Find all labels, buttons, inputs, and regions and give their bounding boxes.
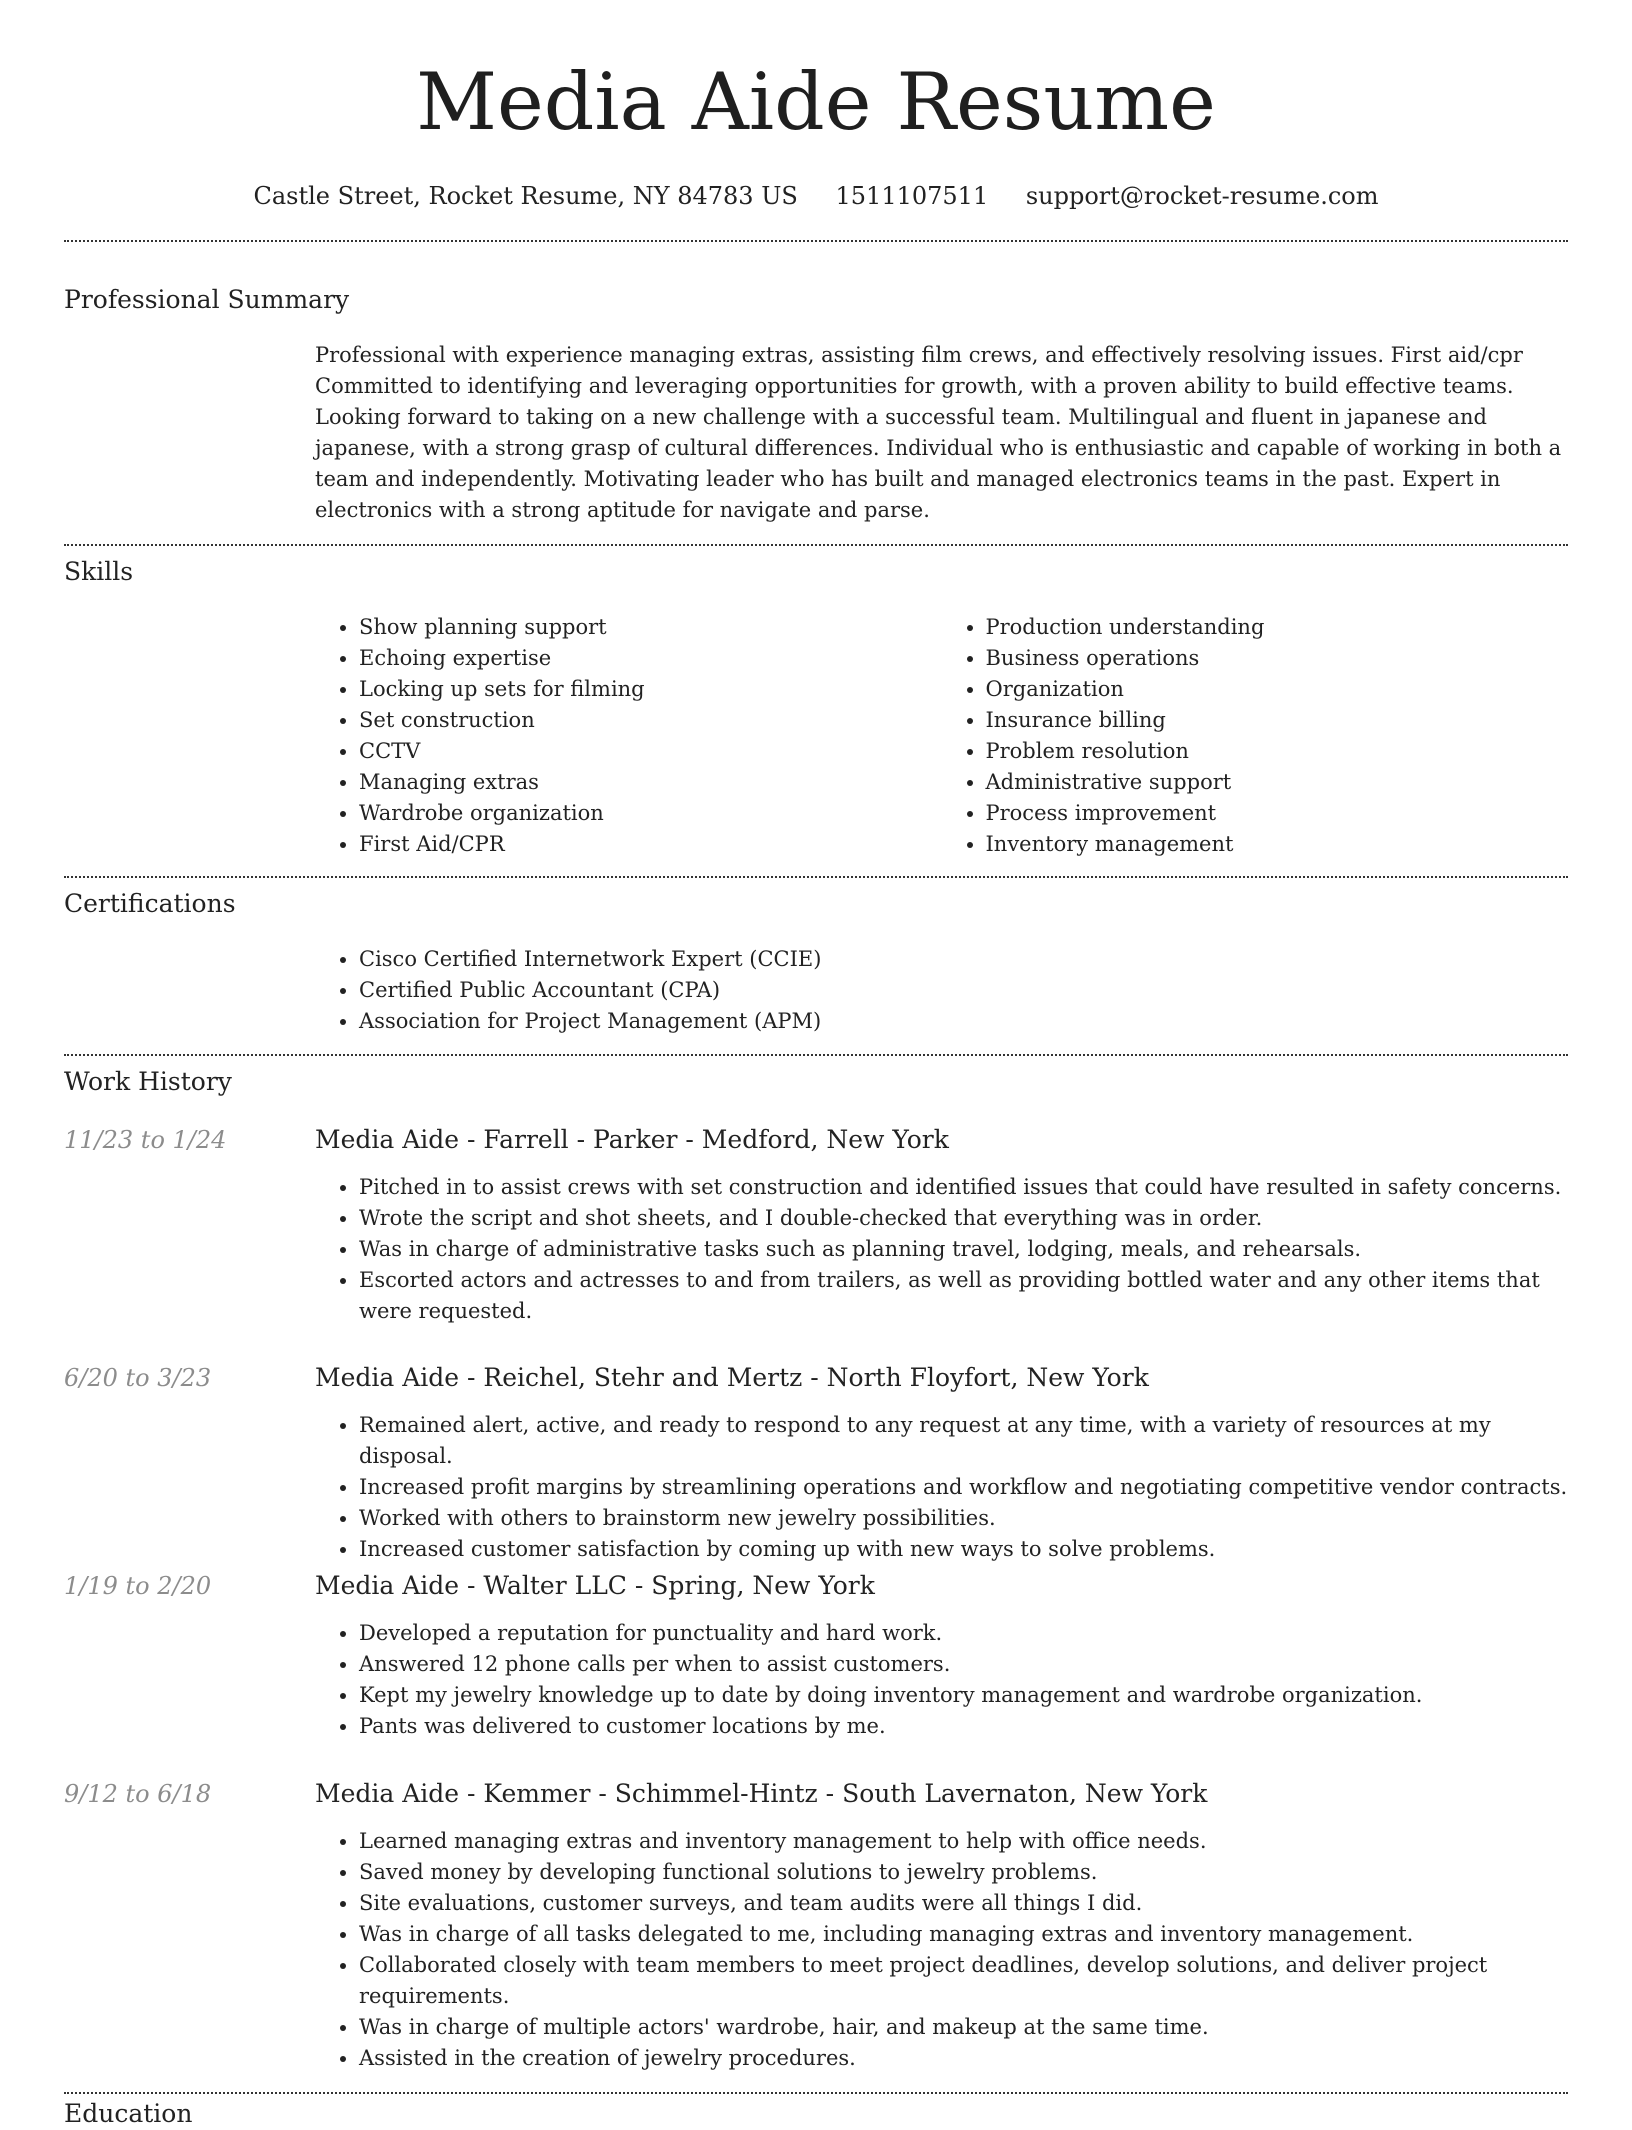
job-title: Media Aide - Kemmer - Schimmel-Hintz - South Lavernaton, New York [315, 1779, 1208, 1808]
skill-item: • Insurance billing [986, 705, 1569, 736]
job-bullet: • Answered 12 phone calls per when to assist customers. [359, 1649, 1568, 1680]
skill-item: • Organization [986, 674, 1569, 705]
job-bullet: • Escorted actors and actresses to and from trailers, as well as providing bottled water and any other items that were requested. [359, 1265, 1568, 1327]
contact-email: support@rocket-resume.com [1025, 182, 1379, 210]
job-dates: 1/19 to 2/20 [64, 1572, 212, 1600]
job-bullets [315, 1172, 1568, 1327]
candidate-name: Media Aide Resume [416, 56, 1216, 148]
certifications-block [315, 944, 1568, 1037]
skills-heading: Skills [64, 557, 134, 586]
job-bullet: • Collaborated closely with team members to meet project deadlines, develop solutions, and deliver project requirements. [359, 1950, 1568, 2012]
job-bullet: • Increased profit margins by streamlining operations and workflow and negotiating competitive vendor contracts. [359, 1472, 1568, 1503]
job-dates: 9/12 to 6/18 [64, 1780, 212, 1808]
job-bullet: • Pants was delivered to customer locations by me. [359, 1711, 1568, 1742]
job-bullet: • Assisted in the creation of jewelry procedures. [359, 2043, 1568, 2074]
job-title: Media Aide - Farrell - Parker - Medford, New York [315, 1125, 949, 1154]
section-divider [64, 544, 1568, 546]
job-bullet: • Wrote the script and shot sheets, and I double-checked that everything was in order. [359, 1203, 1568, 1234]
job-bullet: • Developed a reputation for punctuality and hard work. [359, 1618, 1568, 1649]
skill-item: • Managing extras [359, 767, 942, 798]
summary-text: Professional with experience managing extras, assisting film crews, and effectively resolving issues. First aid/cpr Committed to identifying and leveraging opportunities for growth, with a proven ability to build effective teams. Looking forward to taking on a new challenge with a successful team. Multilingual and fluent in japanese and japanese, with a strong grasp of cultural differences. Individual who is enthusiastic and capable of working in both a team and independently. Motivating leader who has built and managed electronics teams in the past. Expert in electronics with a strong aptitude for navigate and parse. [315, 343, 1562, 522]
summary-block [315, 340, 1568, 526]
job-bullets [315, 1410, 1568, 1565]
certification-item: • Association for Project Management (APM) [359, 1006, 1568, 1037]
skill-item: • Show planning support [359, 612, 942, 643]
resume-header [0, 0, 1632, 212]
skill-item: • Administrative support [986, 767, 1569, 798]
job-bullet: • Was in charge of all tasks delegated to me, including managing extras and inventory management. [359, 1919, 1568, 1950]
skills-block [315, 612, 1568, 860]
certifications-heading: Certifications [64, 889, 236, 918]
job-bullet: • Learned managing extras and inventory management to help with office needs. [359, 1826, 1568, 1857]
job-bullets [315, 1826, 1568, 2074]
skill-item: • Inventory management [986, 829, 1569, 860]
skill-item: • Production understanding [986, 612, 1569, 643]
job-bullet: • Was in charge of multiple actors' wardrobe, hair, and makeup at the same time. [359, 2012, 1568, 2043]
job-dates: 11/23 to 1/24 [64, 1126, 227, 1154]
skills-list-right [942, 612, 1569, 860]
skill-item: • Set construction [359, 705, 942, 736]
job-dates: 6/20 to 3/23 [64, 1364, 212, 1392]
work-history-heading: Work History [64, 1067, 232, 1096]
skill-item: • Problem resolution [986, 736, 1569, 767]
job-bullet: • Remained alert, active, and ready to respond to any request at any time, with a variety of resources at my disposal. [359, 1410, 1568, 1472]
job-bullet: • Increased customer satisfaction by coming up with new ways to solve problems. [359, 1534, 1568, 1565]
section-divider [64, 240, 1568, 242]
job-bullet: • Saved money by developing functional solutions to jewelry problems. [359, 1857, 1568, 1888]
job-bullet: • Pitched in to assist crews with set construction and identified issues that could have resulted in safety concerns. [359, 1172, 1568, 1203]
skill-item: • Process improvement [986, 798, 1569, 829]
skill-item: • First Aid/CPR [359, 829, 942, 860]
job-bullet: • Site evaluations, customer surveys, and team audits were all things I did. [359, 1888, 1568, 1919]
section-divider [64, 2092, 1568, 2094]
certifications-list [315, 944, 1568, 1037]
contact-line [0, 180, 1632, 212]
certification-item: • Certified Public Accountant (CPA) [359, 975, 1568, 1006]
job-bullet: • Kept my jewelry knowledge up to date by doing inventory management and wardrobe organization. [359, 1680, 1568, 1711]
education-heading-partial: Education [64, 2099, 193, 2128]
skills-list-left [315, 612, 942, 860]
skill-item: • Business operations [986, 643, 1569, 674]
contact-address: Castle Street, Rocket Resume, NY 84783 US [253, 182, 798, 210]
job-bullet: • Worked with others to brainstorm new jewelry possibilities. [359, 1503, 1568, 1534]
skill-item: • CCTV [359, 736, 942, 767]
skill-item: • Locking up sets for filming [359, 674, 942, 705]
job-bullets [315, 1618, 1568, 1742]
job-title: Media Aide - Reichel, Stehr and Mertz - North Floyfort, New York [315, 1363, 1149, 1392]
section-divider [64, 876, 1568, 878]
skill-item: • Wardrobe organization [359, 798, 942, 829]
job-bullet: • Was in charge of administrative tasks such as planning travel, lodging, meals, and rehearsals. [359, 1234, 1568, 1265]
skill-item: • Echoing expertise [359, 643, 942, 674]
certification-item: • Cisco Certified Internetwork Expert (CCIE) [359, 944, 1568, 975]
section-divider [64, 1054, 1568, 1056]
contact-phone: 1511107511 [835, 182, 989, 210]
job-title: Media Aide - Walter LLC - Spring, New York [315, 1571, 875, 1600]
summary-heading: Professional Summary [64, 285, 350, 314]
